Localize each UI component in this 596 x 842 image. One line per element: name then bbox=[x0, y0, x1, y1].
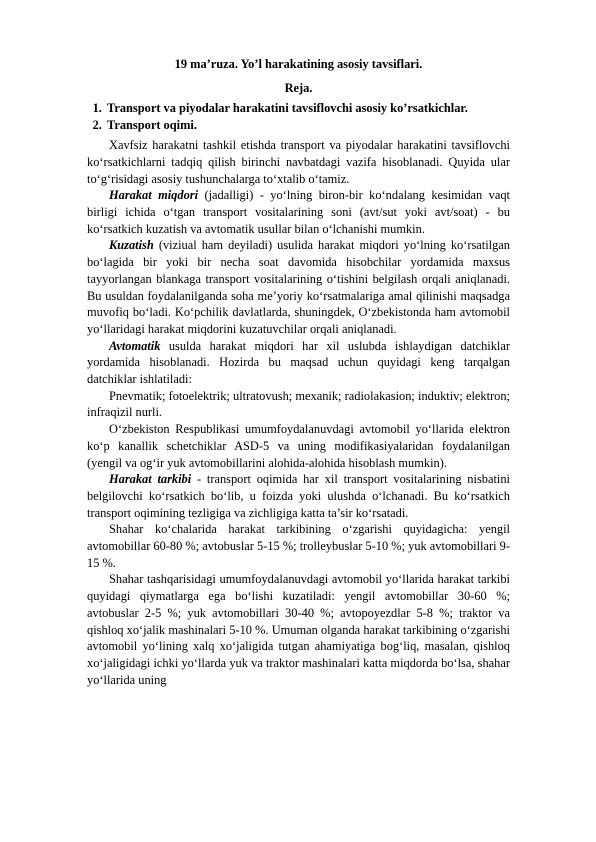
lecture-title: 19 ma’ruza. Yo’l harakatining asosiy tavsiflari. bbox=[174, 57, 423, 71]
paragraph-term: Kuzatish bbox=[109, 238, 154, 253]
paragraph bbox=[87, 187, 510, 237]
plan-heading: Reja. bbox=[284, 81, 313, 95]
paragraph bbox=[87, 571, 510, 688]
paragraph-text: (viziual ham deyiladi) usulida harakat miqdori yo‘lning ko‘rsatilgan bo‘lagida bir yoki bir necha soat davomida hisobchilar yordamida maxsus tayyorlangan blankaga transport vositalarining o‘tishini belgilash orqali aniqlanadi. Bu usuldan foydalanilganda soha me’yoriy ko‘rsatmalariga amal qilinishi maqsadga muvofiq bo‘ladi. Ko‘pchilik davlatlarda, shuningdek, O‘zbekistonda ham avtomobil yo‘llaridagi harakat miqdorini kuzatuvchilar orqali aniqlanadi. bbox=[87, 238, 510, 336]
plan-list bbox=[87, 100, 510, 133]
plan-item: 1. Transport va piyodalar harakatini tavsiflovchi asosiy ko’rsatkichlar. bbox=[105, 100, 510, 117]
paragraph bbox=[87, 137, 510, 187]
paragraph bbox=[87, 338, 510, 388]
paragraph-text: O‘zbekiston Respublikasi umumfoydalanuvdagi avtomobil yo‘llarida elektron ko‘p kanallik schetchiklar ASD-5 va uning modifikasiyalaridan foydalanilgan (yengil va og‘ir yuk avtomobillarini alohida-alohida hisoblash mumkin). bbox=[87, 422, 510, 470]
paragraph bbox=[87, 388, 510, 421]
paragraph-term: Harakat tarkibi bbox=[109, 472, 192, 487]
paragraph-text: (jadalligi) - yo‘lning biron-bir ko‘ndalang kesimidan vaqt birligi ichida o‘tgan transport vositalarining soni (avt/sut yoki avt/soat) - bu ko‘rsatkich kuzatish va avtomatik usullar bilan o‘lchanishi mumkin. bbox=[87, 188, 511, 236]
paragraph-text: usulda harakat miqdori har xil uslubda ishlaydigan datchiklar yordamida hisoblanadi. Hozirda bu maqsad uchun quyidagi keng tarqalgan datchiklar ishlatiladi: bbox=[87, 338, 510, 387]
paragraph bbox=[87, 471, 510, 521]
paragraph-text: - transport oqimida har xil transport vositalarining nisbatini belgilovchi ko‘rsatkich bo‘lib, u foizda yoki ulushda o‘lchanadi. Bu ko‘rsatkich transport oqimining tezligiga va zichligiga katta ta’sir ko‘rsatadi. bbox=[87, 472, 510, 520]
paragraph-term: Avtomatik bbox=[109, 338, 161, 353]
paragraph-text: Shahar ko‘chalarida harakat tarkibining o‘zgarishi quyidagicha: yengil avtomobillar 60-80 %; avtobuslar 5-15 %; trolleybuslar 5-10 %; yuk avtomobillari 9-15 %. bbox=[87, 522, 510, 570]
paragraph-text: Shahar tashqarisidagi umumfoydalanuvdagi avtomobil yo‘llarida harakat tarkibi quyidagi qiymatlarga ega bo‘lishi kuzatiladi: yengil avtomobillar 30-60 %; avtobuslar 2-5 %; yuk avtomobillari 30-40 %; avtopoyezdlar 5-8 %; traktor va qishloq xo‘jalik mashinalari 5-10 %. Umuman olganda harakat tarkibining o‘zgarishi avtomobil yo‘lining xalq xo‘jaligida tutgan ahamiyatiga bog‘liq, masalan, qishloq xo‘jaligidagi ichki yo‘llarda yuk va traktor mashinalari katta miqdorda bo‘lsa, shahar yo‘llarida uning bbox=[87, 572, 510, 687]
document-page bbox=[87, 56, 510, 688]
paragraph-text: Pnevmatik; fotoelektrik; ultratovush; mexanik; radiolakasion; induktiv; elektron; infraqizil nurli. bbox=[87, 388, 510, 420]
paragraph-term: Harakat miqdori bbox=[109, 188, 199, 203]
paragraph bbox=[87, 521, 510, 571]
paragraph-text: Xavfsiz harakatni tashkil etishda transport va piyodalar harakatini tavsiflovchi ko‘rsatkichlarni tadqiq qilish birinchi navbatdagi vazifa hisoblanadi. Quyida ular to‘g‘risidagi asosiy tushunchalarga to‘xtalib o‘tamiz. bbox=[87, 138, 510, 186]
paragraph bbox=[87, 237, 510, 337]
paragraph bbox=[87, 421, 510, 471]
plan-item: 2. Transport oqimi. bbox=[105, 117, 510, 134]
